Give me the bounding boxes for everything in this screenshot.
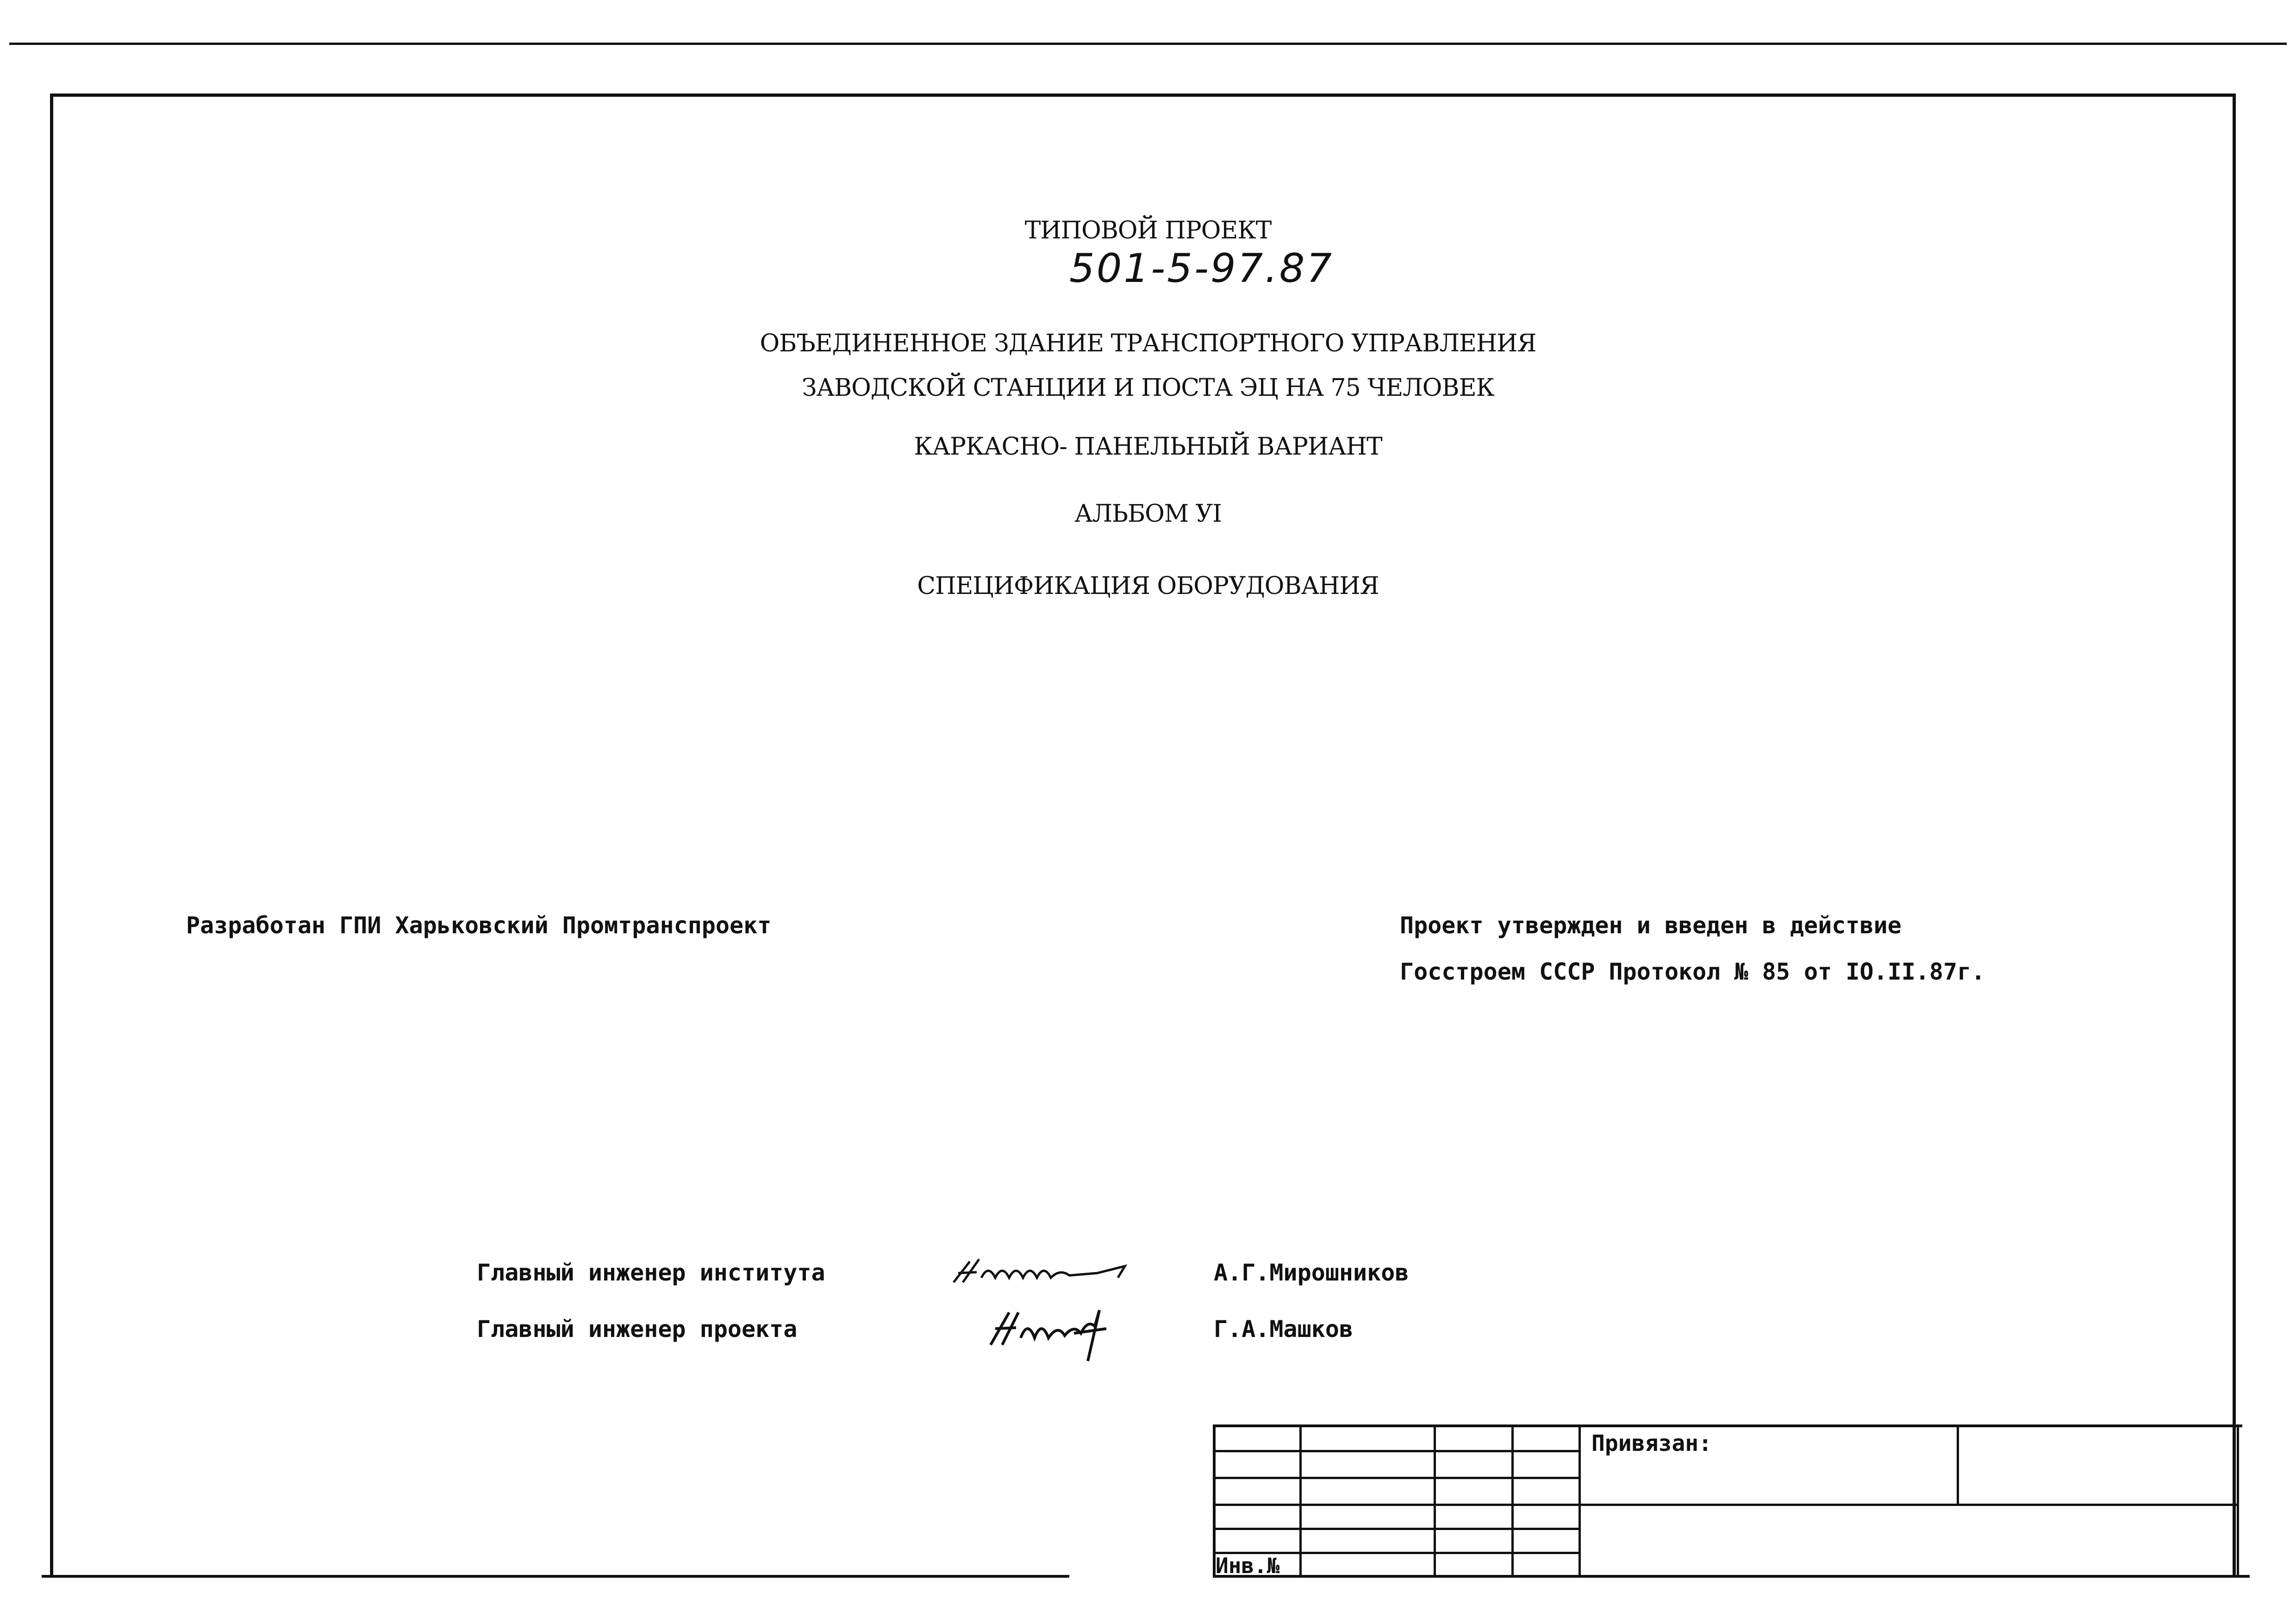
outer-bottom-line — [42, 1575, 1069, 1578]
title-block — [1213, 1424, 2242, 1577]
album-subject: СПЕЦИФИКАЦИЯ ОБОРУДОВАНИЯ — [917, 572, 1379, 600]
handwritten-signature-1 — [944, 1250, 1129, 1296]
bound-label: Привязан: — [1591, 1430, 1712, 1456]
album-number: АЛЬБОМ УI — [1074, 500, 1222, 528]
title-variant: КАРКАСНО- ПАНЕЛЬНЫЙ ВАРИАНТ — [914, 433, 1382, 461]
signature-role-1: Главный инженер института — [477, 1259, 825, 1286]
drawing-frame — [50, 94, 2236, 1575]
title-block-divider — [1434, 1424, 1436, 1577]
title-block-divider — [1957, 1424, 1959, 1505]
title-line-1: ОБЪЕДИНЕННОЕ ЗДАНИЕ ТРАНСПОРТНОГО УПРАВЛЕНИЯ — [760, 330, 1536, 357]
signature-role-2: Главный инженер проекта — [477, 1316, 798, 1343]
approval-line-2: Госстроем СССР Протокол № 85 от IO.II.87г. — [1400, 958, 1985, 985]
inventory-label: Инв.№ — [1216, 1553, 1280, 1578]
title-block-row-line — [1213, 1477, 1578, 1479]
title-block-divider — [1299, 1424, 1302, 1577]
title-block-row-line — [1213, 1504, 2238, 1506]
signature-name-1: А.Г.Мирошников — [1214, 1259, 1409, 1286]
project-number: 501-5-97.87 — [1069, 245, 1334, 292]
title-block-divider — [1578, 1424, 1581, 1577]
handwritten-signature-2 — [981, 1301, 1120, 1366]
signature-name-2: Г.А.Машков — [1214, 1316, 1354, 1343]
approval-line-1: Проект утвержден и введен в действие — [1400, 912, 1902, 939]
title-block-divider — [1511, 1424, 1514, 1577]
title-block-row-line — [1213, 1528, 1578, 1530]
developer-line: Разработан ГПИ Харьковский Промтранспроект — [186, 912, 772, 939]
title-block-row-line — [1213, 1450, 1578, 1452]
outer-top-line — [9, 43, 2287, 45]
title-block-divider — [2237, 1424, 2239, 1577]
project-series-label: ТИПОВОЙ ПРОЕКТ — [1024, 217, 1272, 244]
title-line-2: ЗАВОДСКОЙ СТАНЦИИ И ПОСТА ЭЦ НА 75 ЧЕЛОВЕК — [802, 374, 1494, 402]
